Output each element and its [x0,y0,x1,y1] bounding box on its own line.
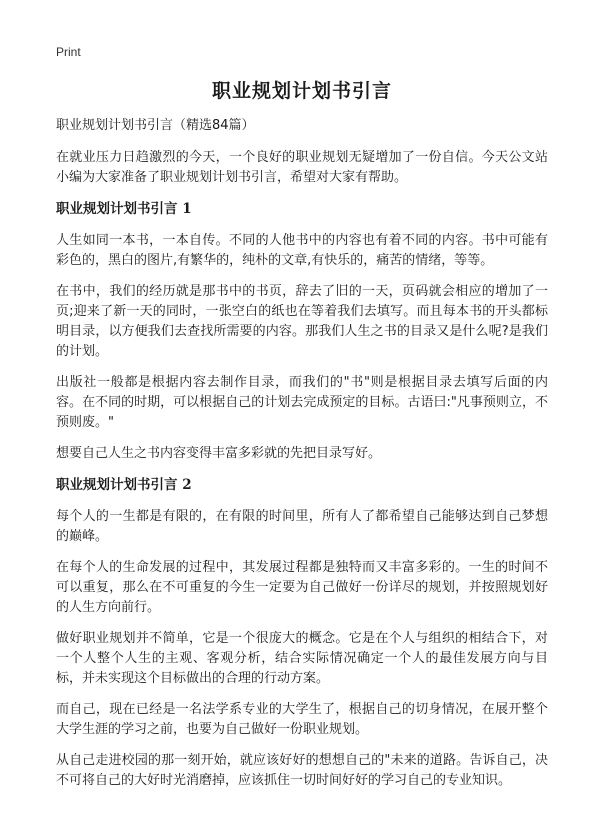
section-2-paragraph-1: 每个人的一生都是有限的，在有限的时间里，所有人了都希望自己能够达到自己梦想的巅峰。 [56,509,548,544]
page-title: 职业规划计划书引言 [211,80,392,102]
section-2-paragraph-5: 从自己走进校园的那一刻开始，就应该好好的想想自己的"未来的道路。告诉自己，决不可将自己的大好时光消磨掉，应该抓住一切时间好好的学习自己的专业知识。 [56,753,548,788]
section-1-paragraph-3: 出版社一般都是根据内容去制作目录，而我们的"书"则是根据目录去填写后面的内容。在不同的时期，可以根据自己的计划去完成预定的目标。古语曰:"凡事预则立，不预则废。" [56,375,548,430]
section-heading-2: 职业规划计划书引言 2 [56,477,192,493]
section-2-paragraph-4: 而自己，现在已经是一名法学系专业的大学生了，根据自己的切身情况，在展开整个大学生涯的学习之前，也要为自己做好一份职业规划。 [56,702,548,737]
intro-paragraph: 在就业压力日趋激烈的今天，一个良好的职业规划无疑增加了一份自信。今天公文站小编为大家准备了职业规划计划书引言，希望对大家有帮助。 [56,150,548,185]
print-link[interactable]: Print [56,45,81,59]
section-1-paragraph-4: 想要自己人生之书内容变得丰富多彩就的先把目录写好。 [56,446,382,461]
document-subtitle: 职业规划计划书引言（精选84篇） [56,118,255,133]
section-2-paragraph-3: 做好职业规划并不简单，它是一个很庞大的概念。它是在个人与组织的相结合下，对一个人整个人生的主观、客观分析，结合实际情况确定一个人的最佳发展方向与目标，并未实现这个目标做出的合理的行动方案。 [56,631,548,686]
section-1-paragraph-2: 在书中，我们的经历就是那书中的书页，辞去了旧的一天，页码就会相应的增加了一页;迎来了新一天的同时，一张空白的纸也在等着我们去填写。而且每本书的开头都标明目录，以方便我们去查找所需要的内容。那我们人生之书的目录又是什么呢?是我们的计划。 [56,284,548,359]
section-2-paragraph-2: 在每个人的生命发展的过程中，其发展过程都是独特而又丰富多彩的。一生的时间不可以重复，那么在不可重复的今生一定要为自己做好一份详尽的规划，并按照规划好的人生方向前行。 [56,560,548,615]
section-1-paragraph-1: 人生如同一本书，一本自传。不同的人他书中的内容也有着不同的内容。书中可能有彩色的，黑白的图片,有繁华的，纯朴的文章,有快乐的，痛苦的情绪，等等。 [56,233,548,268]
section-heading-1: 职业规划计划书引言 1 [56,201,192,217]
